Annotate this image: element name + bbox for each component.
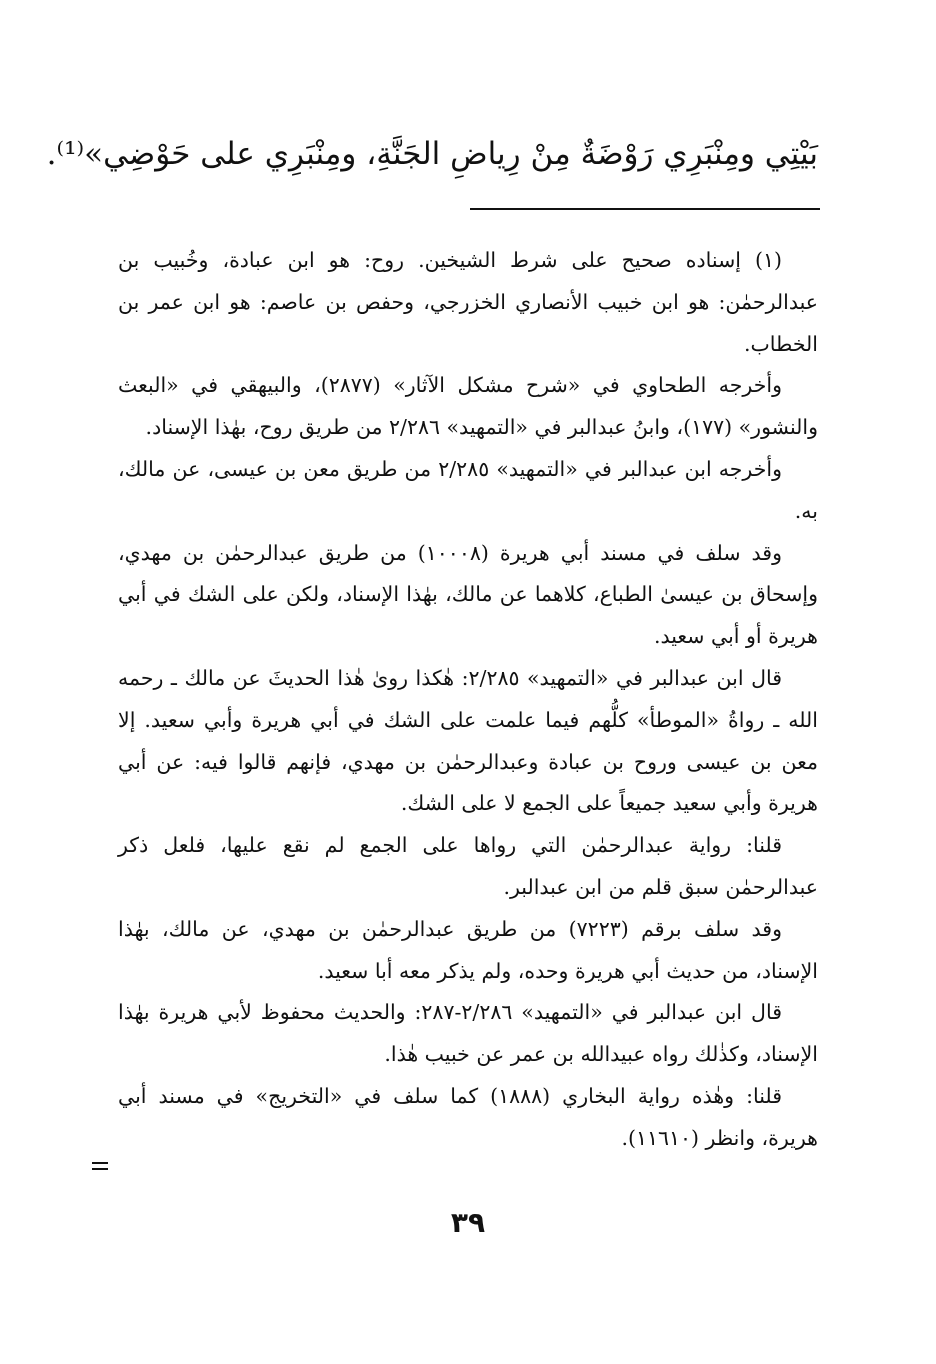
footnote-paragraph: وأخرجه الطحاوي في «شرح مشكل الآثار» (٢٨٧٧)، والبيهقي في «البعث والنشور» (١٧٧)، وابنُ عبدالبر في «التمهيد» ٢/٢٨٦ من طريق روح، بهٰذا الإسناد. <box>118 373 818 440</box>
page-number: ٣٩ <box>450 1206 486 1239</box>
footnote-paragraph: قلنا: رواية عبدالرحمٰن التي رواها على الجمع لم نقع عليها، فلعل ذكر عبدالرحمٰن سبق قلم من ابن عبدالبر. <box>118 833 818 899</box>
footnote-paragraph: (١) إسناده صحيح على شرط الشيخين. روح: هو ابن عبادة، وخُبيب بن عبدالرحمٰن: هو ابن خبيب الأنصاري الخزرجي، وحفص بن عاصم: هو ابن عمر بن الخطاب. <box>118 248 818 356</box>
footnote-paragraph: قلنا: وهٰذه رواية البخاري (١٨٨٨) كما سلف في «التخريج» في مسند أبي هريرة، وانظر (١١٦١٠). <box>118 1083 818 1150</box>
footnote-separator <box>470 208 820 210</box>
hadith-text: بَيْتِي ومِنْبَرِي رَوْضَةٌ مِنْ رِياضِ الجَنَّةِ، ومِنْبَرِي على حَوْضِي»⁽¹⁾. <box>46 136 818 172</box>
footnote-paragraph: قال ابن عبدالبر في «التمهيد» ٢/٢٨٥: هٰكذا روىٰ هٰذا الحديثَ عن مالك ـ رحمه الله ـ رواةُ «الموطأ» كلُّهم فيما علمت على الشك في أبي هريرة وأبي سعيد. إلا معن بن عيسى وروح بن عبادة وعبدالرحمٰن بن مهدي، فإنهم قالوا فيه: عن أبي هريرة وأبي سعيد جميعاً على الجمع لا على الشك. <box>118 665 818 816</box>
footnote-paragraph: وأخرجه ابن عبدالبر في «التمهيد» ٢/٢٨٥ من طريق معن بن عيسى، عن مالك، به. <box>118 456 818 523</box>
footnote-paragraph: وقد سلف برقم (٧٢٢٣) من طريق عبدالرحمٰن بن مهدي، عن مالك، بهٰذا الإسناد، من حديث أبي هريرة وحده، ولم يذكر معه أبا سعيد. <box>118 916 818 983</box>
footnote-paragraph: وقد سلف في مسند أبي هريرة (١٠٠٠٨) من طريق عبدالرحمٰن بن مهدي، وإسحاق بن عيسىٰ الطباع، كلاهما عن مالك، بهٰذا الإسناد، ولكن على الشك في أبي هريرة أو أبي سعيد. <box>118 540 818 649</box>
footnote-paragraph: قال ابن عبدالبر في «التمهيد» ٢/٢٨٦-٢٨٧: والحديث محفوظ لأبي هريرة بهٰذا الإسناد، وكذٰلك رواه عبيدالله بن عمر عن خبيب هٰذا. <box>118 1000 818 1067</box>
continuation-mark-icon <box>92 1162 108 1170</box>
footnotes <box>118 240 818 1160</box>
